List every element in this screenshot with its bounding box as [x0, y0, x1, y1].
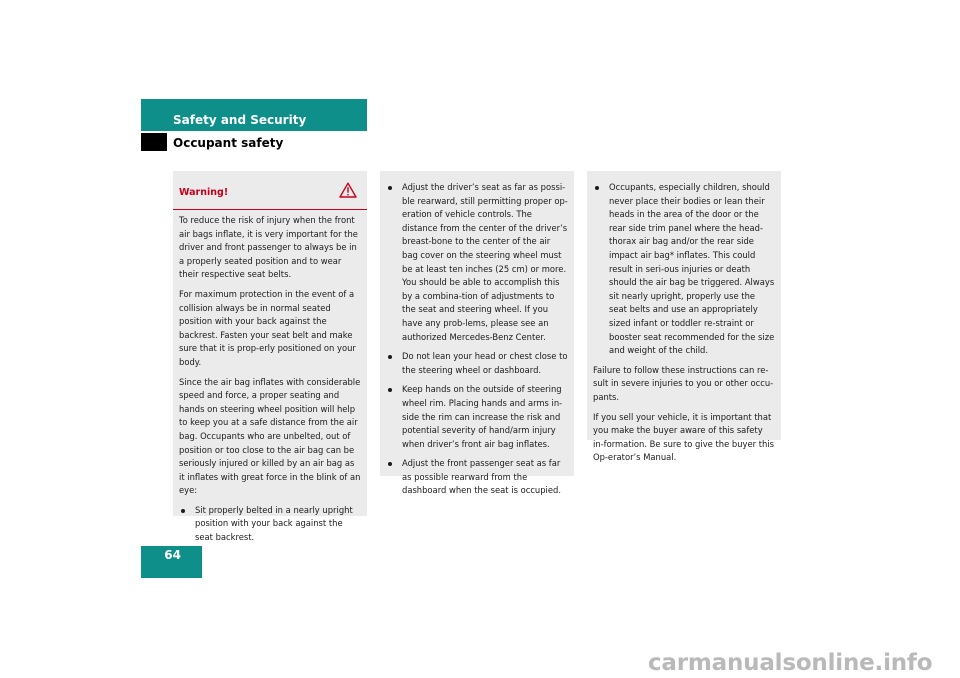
bullet-list	[593, 181, 775, 358]
list-item: Sit properly belted in a nearly upright position with your back against the seat backrest.	[179, 504, 361, 545]
warning-triangle-icon	[339, 182, 357, 203]
warning-paragraph: For maximum protection in the event of a collision always be in normal seated position with your back against the backrest. Fasten your seat belt and make sure that it is prop-erly positioned on your body.	[179, 288, 356, 367]
list-item: Do not lean your head or chest close to the steering wheel or dashboard.	[386, 350, 568, 377]
list-item: Adjust the driver’s seat as far as possi-ble rearward, still permitting proper op-eration of vehicle controls. The distance from the center of the driver’s breast-bone to the center of the air bag cover on the steering wheel must be at least ten inches (25 cm) or more. You should be able to accomplish this by a combina-tion of adjustments to the seat and steering wheel. If you have any prob-lems, please see an authorized Mercedes-Benz Center.	[386, 181, 568, 344]
warning-label: Warning!	[179, 187, 229, 198]
paragraph: If you sell your vehicle, it is important that you make the buyer aware of this safety in-formation. Be sure to give the buyer this Op-erator’s Manual.	[593, 411, 774, 463]
list-item: Occupants, especially children, should never place their bodies or lean their heads in the area of the door or the rear side trim panel where the head-thorax air bag and/or the rear side impact air bag* inflates. This could result in seri-ous injuries or death should the air bag be triggered. Always sit nearly upright, properly use the seat belts and use an appropriately sized infant or toddler re-straint or booster seat recommended for the size and weight of the child.	[593, 181, 775, 358]
warning-bullet-list	[179, 504, 361, 545]
warning-header	[173, 171, 367, 210]
warning-paragraph: To reduce the risk of injury when the front air bags inflate, it is very important for the driver and front passenger to always be in a properly seated position and to wear their respective seat belts.	[179, 215, 358, 280]
warning-box-continued	[587, 171, 781, 463]
warning-box	[173, 171, 367, 543]
list-item: Keep hands on the outside of steering wheel rim. Placing hands and arms in-side the rim can increase the risk and potential severity of hand/arm injury when driver’s front air bag inflates.	[386, 383, 568, 451]
paragraph: Failure to follow these instructions can re-sult in severe injuries to you or other occu-pants.	[593, 364, 774, 402]
subsection-title: Occupant safety	[173, 136, 284, 150]
list-item: Adjust the front passenger seat as far as possible rearward from the dashboard when the seat is occupied.	[386, 457, 568, 498]
watermark: carmanualsonline.info	[648, 650, 933, 676]
warning-box-continued	[380, 171, 574, 496]
section-title: Safety and Security	[173, 113, 307, 127]
warning-paragraph: Since the air bag inflates with considerable speed and force, a proper seating and hands on steering wheel position will help to keep you at a safe distance from the air bag. Occupants who are unbelted, out of position or too close to the air bag can be seriously injured or killed by an air bag as it inflates with great force in the blink of an eye:	[179, 376, 361, 496]
subsection-marker	[141, 133, 167, 151]
page-number: 64	[164, 548, 181, 562]
bullet-list	[386, 181, 568, 498]
